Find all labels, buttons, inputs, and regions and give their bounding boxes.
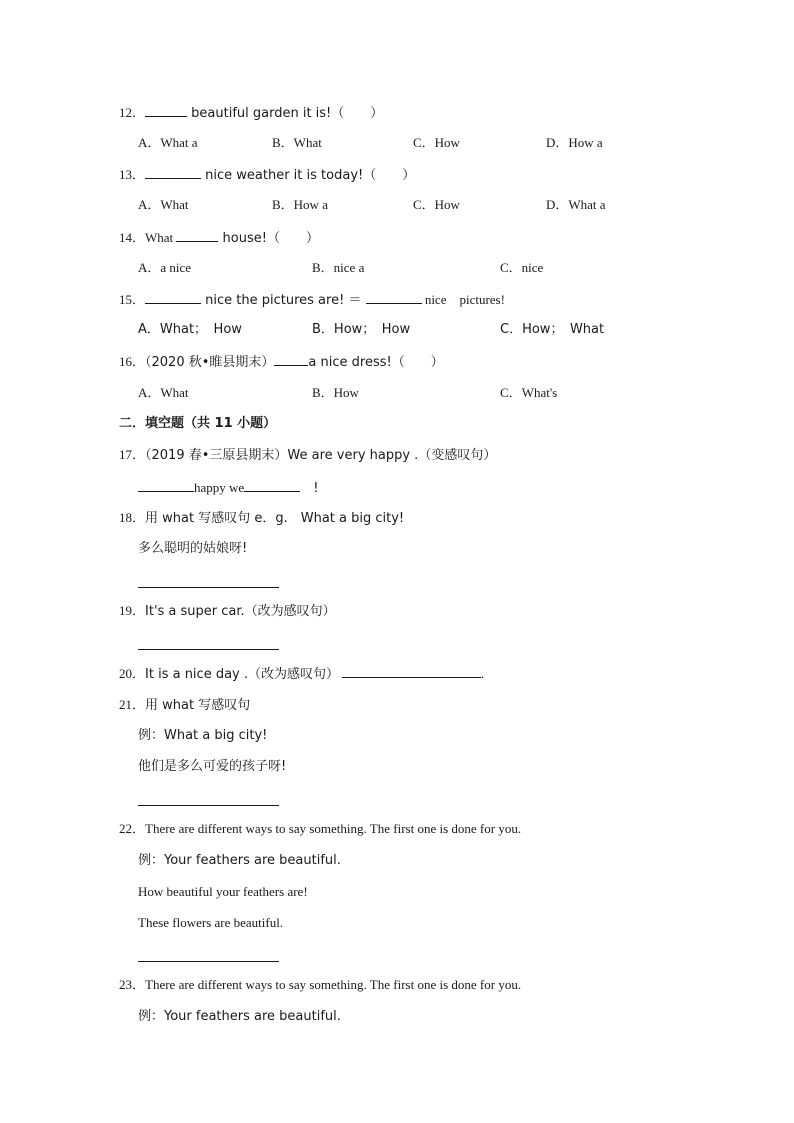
example-text: 例：Your feathers are beautiful. (138, 853, 341, 868)
answer-line[interactable] (138, 649, 279, 650)
question-text: house!（ ） (218, 231, 319, 246)
question-number: 17． (119, 447, 146, 462)
question-text: nice weather it is today!（ ） (201, 168, 416, 183)
answer-blank[interactable] (145, 166, 201, 179)
chinese-prompt: 他们是多么可爱的孩子呀! (138, 759, 287, 774)
option-c[interactable]: C．How (413, 135, 460, 150)
example-text: 例：Your feathers are beautiful. (138, 1009, 341, 1024)
option-c[interactable]: C．What's (500, 385, 558, 400)
question-text: a nice dress!（ ） (308, 355, 444, 370)
question-number: 14．What (119, 230, 177, 245)
question-text: 用 what 写感叹句 e．g. What a big city! (145, 511, 405, 526)
answer-line[interactable] (138, 961, 279, 962)
option-b[interactable]: B．How a (272, 197, 328, 212)
answer-blank[interactable] (176, 229, 218, 242)
answer-line[interactable] (138, 805, 279, 806)
question-15 (119, 291, 505, 309)
question-text: There are different ways to say something. The first one is done for you. (145, 821, 522, 836)
answer-text-end: ! (300, 481, 319, 496)
question-12 (119, 104, 383, 122)
answer-blank[interactable] (145, 291, 201, 304)
question-16 (119, 353, 444, 371)
option-d[interactable]: D．How a (546, 135, 603, 150)
section-heading: 二．填空题（共 11 小题） (119, 416, 277, 431)
question-text: It's a super car.（改为感叹句） (145, 604, 336, 619)
question-number: 20． (119, 666, 146, 681)
question-text: beautiful garden it is!（ ） (187, 106, 384, 121)
question-text: It is a nice day .（改为感叹句） (145, 667, 340, 682)
question-21 (119, 697, 250, 714)
question-20 (119, 665, 484, 683)
option-b[interactable]: B．How (312, 385, 359, 400)
question-number: 16． (119, 354, 146, 369)
question-17 (119, 447, 496, 464)
question-text: nice the pictures are! ＝ (201, 293, 366, 308)
option-b[interactable]: B．nice a (312, 260, 365, 275)
question-18 (119, 510, 404, 527)
answer-text: happy we (194, 480, 245, 495)
answer-line-17 (138, 479, 318, 497)
question-text: There are different ways to say something. The first one is done for you. (145, 977, 522, 992)
option-c[interactable]: C．How (413, 197, 460, 212)
task-sentence: These flowers are beautiful. (138, 915, 284, 930)
question-number: 19． (119, 603, 146, 618)
question-22 (119, 821, 521, 837)
option-c[interactable]: C．nice (500, 260, 544, 275)
option-a[interactable]: A．a nice (138, 260, 192, 275)
answer-blank[interactable] (244, 479, 300, 492)
question-source: （2019 春•三原县期末） (145, 448, 288, 463)
question-14 (119, 229, 319, 247)
answer-blank[interactable] (138, 479, 194, 492)
option-a[interactable]: A．What； How (138, 322, 242, 337)
answer-blank[interactable] (342, 665, 481, 678)
question-19 (119, 603, 336, 620)
option-b[interactable]: B．What (272, 135, 322, 150)
question-number: 13． (119, 167, 146, 182)
question-text: We are very happy .（变感叹句） (287, 448, 497, 463)
answer-blank[interactable] (145, 104, 187, 117)
question-13 (119, 166, 415, 184)
option-c[interactable]: C．How； What (500, 322, 605, 337)
question-text-end: . (481, 666, 485, 681)
question-number: 23． (119, 977, 146, 992)
question-number: 18． (119, 510, 146, 525)
answer-blank[interactable] (366, 291, 422, 304)
option-a[interactable]: A．What (138, 197, 189, 212)
answer-blank[interactable] (274, 353, 308, 366)
question-number: 15． (119, 292, 146, 307)
question-number: 22． (119, 821, 146, 836)
model-answer: How beautiful your feathers are! (138, 884, 308, 899)
option-d[interactable]: D．What a (546, 197, 606, 212)
option-b[interactable]: B．How； How (312, 322, 411, 337)
example-text: 例：What a big city! (138, 728, 268, 743)
question-number: 12． (119, 105, 146, 120)
option-a[interactable]: A．What a (138, 135, 198, 150)
chinese-prompt: 多么聪明的姑娘呀! (138, 541, 248, 556)
question-text: 用 what 写感叹句 (145, 698, 251, 713)
option-a[interactable]: A．What (138, 385, 189, 400)
question-source: （2020 秋•睢县期末） (145, 355, 275, 370)
question-text-end: nice pictures! (421, 292, 505, 307)
question-number: 21． (119, 697, 146, 712)
question-23 (119, 977, 521, 993)
answer-line[interactable] (138, 587, 279, 588)
